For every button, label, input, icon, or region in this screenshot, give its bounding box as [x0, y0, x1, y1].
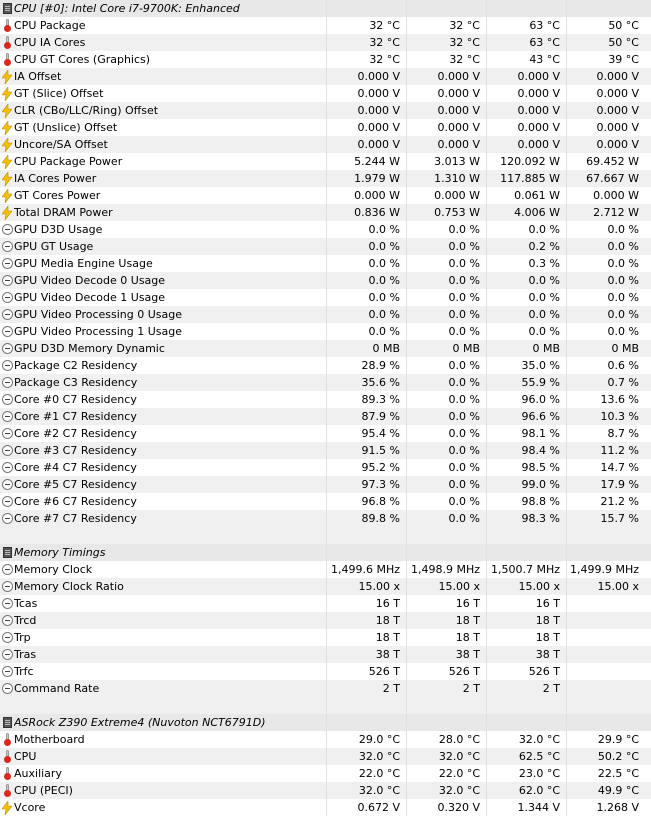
sensor-label: Package C3 Residency	[14, 376, 138, 389]
minimum-value: 1.310 W	[434, 172, 480, 185]
average-value: 0.7 %	[607, 376, 639, 389]
gauge-icon	[0, 306, 14, 323]
current-value: 28.9 %	[361, 359, 400, 372]
minimum-value: 28.0 °C	[438, 733, 480, 746]
maximum-value: 0.0 %	[528, 291, 560, 304]
minimum-value: 0.000 W	[434, 189, 480, 202]
column-divider	[486, 0, 487, 816]
minimum-value: 38 T	[455, 648, 480, 661]
minimum-value: 0.0 %	[448, 308, 480, 321]
average-value: 67.667 W	[586, 172, 639, 185]
current-value: 29.0 °C	[358, 733, 400, 746]
maximum-value: 15.00 x	[518, 580, 560, 593]
maximum-value: 96.0 %	[521, 393, 560, 406]
maximum-value: 98.8 %	[521, 495, 560, 508]
gauge-icon	[0, 340, 14, 357]
current-value: 32 °C	[369, 53, 400, 66]
gauge-icon	[0, 374, 14, 391]
maximum-value: 0.000 V	[517, 104, 560, 117]
maximum-value: 0.0 %	[528, 308, 560, 321]
maximum-value: 63 °C	[529, 36, 560, 49]
maximum-value: 18 T	[535, 614, 560, 627]
sensor-label: GPU GT Usage	[14, 240, 94, 253]
gauge-icon	[0, 663, 14, 680]
current-value: 16 T	[375, 597, 400, 610]
maximum-value: 16 T	[535, 597, 560, 610]
gauge-icon	[0, 442, 14, 459]
average-value: 10.3 %	[600, 410, 639, 423]
minimum-value: 0.0 %	[448, 359, 480, 372]
minimum-value: 0.0 %	[448, 240, 480, 253]
maximum-value: 0.000 V	[517, 70, 560, 83]
maximum-value: 0.000 V	[517, 121, 560, 134]
current-value: 1,499.6 MHz	[330, 563, 400, 576]
minimum-value: 22.0 °C	[438, 767, 480, 780]
gauge-icon	[0, 493, 14, 510]
sensor-label: CPU GT Cores (Graphics)	[14, 53, 151, 66]
minimum-value: 0.0 %	[448, 393, 480, 406]
sensor-label: GPU D3D Usage	[14, 223, 103, 236]
sensor-label: Vcore	[14, 801, 46, 814]
sensor-label: Motherboard	[14, 733, 85, 746]
maximum-value: 98.4 %	[521, 444, 560, 457]
maximum-value: 4.006 W	[514, 206, 560, 219]
lightning-icon	[0, 85, 14, 102]
minimum-value: 18 T	[455, 614, 480, 627]
maximum-value: 55.9 %	[521, 376, 560, 389]
minimum-value: 0.0 %	[448, 427, 480, 440]
average-value: 29.9 °C	[597, 733, 639, 746]
average-value: 69.452 W	[586, 155, 639, 168]
current-value: 1.979 W	[354, 172, 400, 185]
average-value: 0.0 %	[607, 223, 639, 236]
average-value: 15.00 x	[597, 580, 639, 593]
average-value: 11.2 %	[600, 444, 639, 457]
sensor-label: Core #0 C7 Residency	[14, 393, 137, 406]
maximum-value: 0.000 V	[517, 138, 560, 151]
current-value: 0.000 V	[357, 138, 400, 151]
maximum-value: 18 T	[535, 631, 560, 644]
average-value: 50 °C	[608, 36, 639, 49]
minimum-value: 0.0 %	[448, 223, 480, 236]
chip-icon	[0, 0, 14, 17]
average-value: 22.5 °C	[597, 767, 639, 780]
lightning-icon	[0, 102, 14, 119]
minimum-value: 0.0 %	[448, 495, 480, 508]
current-value: 32 °C	[369, 19, 400, 32]
column-divider	[326, 0, 327, 816]
minimum-value: 0.320 V	[437, 801, 480, 814]
column-divider	[406, 0, 407, 816]
maximum-value: 99.0 %	[521, 478, 560, 491]
gauge-icon	[0, 510, 14, 527]
average-value: 13.6 %	[600, 393, 639, 406]
maximum-value: 23.0 °C	[518, 767, 560, 780]
minimum-value: 3.013 W	[434, 155, 480, 168]
current-value: 0.000 V	[357, 70, 400, 83]
sensor-label: Uncore/SA Offset	[14, 138, 108, 151]
maximum-value: 32.0 °C	[518, 733, 560, 746]
thermometer-icon	[0, 17, 14, 34]
minimum-value: 0.0 %	[448, 257, 480, 270]
sensor-label: Core #7 C7 Residency	[14, 512, 137, 525]
current-value: 22.0 °C	[358, 767, 400, 780]
minimum-value: 0.0 %	[448, 444, 480, 457]
minimum-value: 0.0 %	[448, 274, 480, 287]
current-value: 32.0 °C	[358, 750, 400, 763]
average-value: 17.9 %	[600, 478, 639, 491]
lightning-icon	[0, 136, 14, 153]
minimum-value: 32 °C	[449, 36, 480, 49]
average-value: 0.0 %	[607, 240, 639, 253]
lightning-icon	[0, 119, 14, 136]
average-value: 0.000 V	[596, 138, 639, 151]
maximum-value: 38 T	[535, 648, 560, 661]
sensor-label: CLR (CBo/LLC/Ring) Offset	[14, 104, 159, 117]
current-value: 96.8 %	[361, 495, 400, 508]
sensor-label: Trcd	[14, 614, 37, 627]
minimum-value: 32 °C	[449, 19, 480, 32]
gauge-icon	[0, 408, 14, 425]
maximum-value: 1,500.7 MHz	[490, 563, 560, 576]
maximum-value: 2 T	[542, 682, 560, 695]
average-value: 1.268 V	[596, 801, 639, 814]
gauge-icon	[0, 561, 14, 578]
gauge-icon	[0, 272, 14, 289]
current-value: 95.4 %	[361, 427, 400, 440]
average-value: 0.000 V	[596, 121, 639, 134]
sensor-label: Trp	[14, 631, 31, 644]
sensor-label: Core #3 C7 Residency	[14, 444, 137, 457]
maximum-value: 62.0 °C	[518, 784, 560, 797]
sensor-label: Core #5 C7 Residency	[14, 478, 137, 491]
maximum-value: 96.6 %	[521, 410, 560, 423]
sensor-label: Command Rate	[14, 682, 100, 695]
sensor-label: Trfc	[14, 665, 34, 678]
maximum-value: 0.000 V	[517, 87, 560, 100]
current-value: 0 MB	[372, 342, 400, 355]
gauge-icon	[0, 629, 14, 646]
thermometer-icon	[0, 731, 14, 748]
average-value: 8.7 %	[607, 427, 639, 440]
current-value: 0.0 %	[368, 325, 400, 338]
minimum-value: 0.0 %	[448, 461, 480, 474]
minimum-value: 0.753 W	[434, 206, 480, 219]
current-value: 97.3 %	[361, 478, 400, 491]
sensor-label: Memory Clock	[14, 563, 93, 576]
lightning-icon	[0, 799, 14, 816]
minimum-value: 0.000 V	[437, 70, 480, 83]
sensor-label: GT (Unslice) Offset	[14, 121, 118, 134]
sensor-label: GPU D3D Memory Dynamic	[14, 342, 165, 355]
maximum-value: 98.1 %	[521, 427, 560, 440]
thermometer-icon	[0, 765, 14, 782]
sensor-label: Core #6 C7 Residency	[14, 495, 137, 508]
current-value: 0.0 %	[368, 274, 400, 287]
average-value: 50.2 °C	[597, 750, 639, 763]
thermometer-icon	[0, 748, 14, 765]
lightning-icon	[0, 153, 14, 170]
gauge-icon	[0, 612, 14, 629]
sensor-label: Auxiliary	[14, 767, 62, 780]
sensor-label: CPU	[14, 750, 37, 763]
minimum-value: 15.00 x	[438, 580, 480, 593]
current-value: 95.2 %	[361, 461, 400, 474]
current-value: 0.0 %	[368, 257, 400, 270]
maximum-value: 63 °C	[529, 19, 560, 32]
gauge-icon	[0, 578, 14, 595]
minimum-value: 0.0 %	[448, 376, 480, 389]
current-value: 89.3 %	[361, 393, 400, 406]
gauge-icon	[0, 391, 14, 408]
current-value: 526 T	[368, 665, 400, 678]
current-value: 0.836 W	[354, 206, 400, 219]
gauge-icon	[0, 680, 14, 697]
average-value: 0.000 V	[596, 87, 639, 100]
average-value: 0.0 %	[607, 257, 639, 270]
thermometer-icon	[0, 782, 14, 799]
average-value: 0.000 V	[596, 104, 639, 117]
minimum-value: 0.000 V	[437, 104, 480, 117]
average-value: 14.7 %	[600, 461, 639, 474]
gauge-icon	[0, 221, 14, 238]
minimum-value: 0.000 V	[437, 87, 480, 100]
current-value: 0.000 V	[357, 87, 400, 100]
average-value: 49.9 °C	[597, 784, 639, 797]
sensor-label: CPU Package Power	[14, 155, 123, 168]
maximum-value: 62.5 °C	[518, 750, 560, 763]
current-value: 35.6 %	[361, 376, 400, 389]
minimum-value: 526 T	[448, 665, 480, 678]
average-value: 39 °C	[608, 53, 639, 66]
current-value: 0.0 %	[368, 308, 400, 321]
chip-icon	[0, 714, 14, 731]
average-value: 0.6 %	[607, 359, 639, 372]
minimum-value: 0 MB	[452, 342, 480, 355]
sensor-label: CPU Package	[14, 19, 86, 32]
minimum-value: 1,498.9 MHz	[410, 563, 480, 576]
average-value: 1,499.9 MHz	[569, 563, 639, 576]
maximum-value: 0.0 %	[528, 274, 560, 287]
thermometer-icon	[0, 34, 14, 51]
sensor-label: Memory Clock Ratio	[14, 580, 124, 593]
current-value: 18 T	[375, 614, 400, 627]
minimum-value: 0.0 %	[448, 512, 480, 525]
gauge-icon	[0, 255, 14, 272]
sensor-label: GT (Slice) Offset	[14, 87, 104, 100]
thermometer-icon	[0, 51, 14, 68]
current-value: 5.244 W	[354, 155, 400, 168]
average-value: 0.0 %	[607, 325, 639, 338]
current-value: 2 T	[382, 682, 400, 695]
gauge-icon	[0, 289, 14, 306]
gauge-icon	[0, 425, 14, 442]
average-value: 0.000 V	[596, 70, 639, 83]
current-value: 0.0 %	[368, 291, 400, 304]
minimum-value: 18 T	[455, 631, 480, 644]
sensor-label: GPU Video Processing 0 Usage	[14, 308, 183, 321]
gauge-icon	[0, 323, 14, 340]
maximum-value: 0.061 W	[514, 189, 560, 202]
average-value: 2.712 W	[593, 206, 639, 219]
gauge-icon	[0, 459, 14, 476]
sensor-label: Total DRAM Power	[14, 206, 113, 219]
current-value: 18 T	[375, 631, 400, 644]
lightning-icon	[0, 204, 14, 221]
minimum-value: 2 T	[462, 682, 480, 695]
maximum-value: 120.092 W	[500, 155, 560, 168]
gauge-icon	[0, 357, 14, 374]
minimum-value: 32.0 °C	[438, 750, 480, 763]
sensor-label: GPU Media Engine Usage	[14, 257, 153, 270]
current-value: 87.9 %	[361, 410, 400, 423]
sensor-label: Core #4 C7 Residency	[14, 461, 137, 474]
current-value: 91.5 %	[361, 444, 400, 457]
current-value: 38 T	[375, 648, 400, 661]
sensor-label: GPU Video Processing 1 Usage	[14, 325, 183, 338]
sensor-label: IA Offset	[14, 70, 62, 83]
maximum-value: 0.0 %	[528, 325, 560, 338]
minimum-value: 32 °C	[449, 53, 480, 66]
average-value: 15.7 %	[600, 512, 639, 525]
sensor-label: Core #1 C7 Residency	[14, 410, 137, 423]
average-value: 21.2 %	[600, 495, 639, 508]
maximum-value: 43 °C	[529, 53, 560, 66]
lightning-icon	[0, 68, 14, 85]
average-value: 0 MB	[611, 342, 639, 355]
minimum-value: 32.0 °C	[438, 784, 480, 797]
chip-icon	[0, 544, 14, 561]
minimum-value: 0.000 V	[437, 138, 480, 151]
maximum-value: 526 T	[528, 665, 560, 678]
current-value: 0.0 %	[368, 240, 400, 253]
current-value: 32 °C	[369, 36, 400, 49]
sensor-group-title: Memory Timings	[14, 546, 106, 559]
sensor-label: CPU IA Cores	[14, 36, 86, 49]
column-divider	[566, 0, 567, 816]
sensor-label: Tcas	[14, 597, 38, 610]
gauge-icon	[0, 476, 14, 493]
maximum-value: 98.5 %	[521, 461, 560, 474]
minimum-value: 16 T	[455, 597, 480, 610]
minimum-value: 0.0 %	[448, 325, 480, 338]
average-value: 0.0 %	[607, 274, 639, 287]
current-value: 89.8 %	[361, 512, 400, 525]
current-value: 0.672 V	[357, 801, 400, 814]
average-value: 0.0 %	[607, 291, 639, 304]
sensor-label: Package C2 Residency	[14, 359, 138, 372]
maximum-value: 0.2 %	[528, 240, 560, 253]
sensor-label: CPU (PECI)	[14, 784, 73, 797]
current-value: 0.0 %	[368, 223, 400, 236]
sensor-group-title: CPU [#0]: Intel Core i7-9700K: Enhanced	[14, 2, 240, 15]
average-value: 0.000 W	[593, 189, 639, 202]
maximum-value: 0.3 %	[528, 257, 560, 270]
sensor-group-title: ASRock Z390 Extreme4 (Nuvoton NCT6791D)	[14, 716, 266, 729]
average-value: 50 °C	[608, 19, 639, 32]
gauge-icon	[0, 238, 14, 255]
minimum-value: 0.000 V	[437, 121, 480, 134]
minimum-value: 0.0 %	[448, 478, 480, 491]
sensor-label: GT Cores Power	[14, 189, 101, 202]
sensor-label: IA Cores Power	[14, 172, 97, 185]
current-value: 0.000 V	[357, 104, 400, 117]
gauge-icon	[0, 646, 14, 663]
maximum-value: 35.0 %	[521, 359, 560, 372]
maximum-value: 98.3 %	[521, 512, 560, 525]
current-value: 15.00 x	[358, 580, 400, 593]
current-value: 32.0 °C	[358, 784, 400, 797]
sensor-label: GPU Video Decode 0 Usage	[14, 274, 166, 287]
minimum-value: 0.0 %	[448, 410, 480, 423]
sensor-label: GPU Video Decode 1 Usage	[14, 291, 166, 304]
minimum-value: 0.0 %	[448, 291, 480, 304]
current-value: 0.000 V	[357, 121, 400, 134]
maximum-value: 0.0 %	[528, 223, 560, 236]
sensor-label: Core #2 C7 Residency	[14, 427, 137, 440]
maximum-value: 0 MB	[532, 342, 560, 355]
gauge-icon	[0, 595, 14, 612]
lightning-icon	[0, 170, 14, 187]
average-value: 0.0 %	[607, 308, 639, 321]
sensor-label: Tras	[14, 648, 37, 661]
maximum-value: 117.885 W	[500, 172, 560, 185]
maximum-value: 1.344 V	[517, 801, 560, 814]
current-value: 0.000 W	[354, 189, 400, 202]
lightning-icon	[0, 187, 14, 204]
